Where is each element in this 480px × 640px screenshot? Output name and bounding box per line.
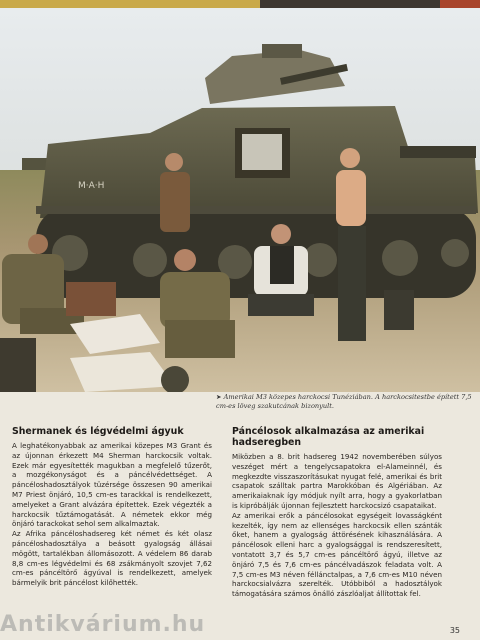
photo-caption	[216, 393, 474, 411]
top-strip-red	[440, 0, 480, 8]
left-paragraph-1: A leghatékonyabbak az amerikai közepes M3 Grant és az újonnan érkezett M4 Sherman harckocsik voltak. Ezek már egyesítették magukban a megfelelő tűzerőt, a mozgékonyságot és a páncélvédettséget. A páncéloshadosztályok tüzérsége összesen 90 amerikai M7 Priest önjáró, 10,5 cm-es tarackkal is rendelkezett, amelyeket a Grant alvázára építettek. Ezek végezték a harckocsik tűztámogatását. A németek ekkor még önjáró tarackokat sehol sem alkalmaztak.	[12, 441, 212, 529]
crate	[66, 282, 116, 316]
tank-crew-photo	[0, 8, 480, 392]
left-column	[12, 426, 212, 588]
watermark-text: Antikvárium.hu	[0, 612, 206, 637]
distant-vehicle	[22, 158, 48, 170]
caption-text: Amerikai M3 közepes harckocsi Tunéziában. A harckocsitestbe épített 7,5 cm-es löveg szakutcának bizonyult.	[216, 393, 472, 410]
right-section-title: Páncélosok alkalmazása az amerikai hadseregben	[232, 426, 425, 448]
right-paragraph-2: Az amerikai erők a páncélosokat egységeit lovasságként kezelték, így nem az ellenséges harckocsik ellen szánták őket, hanem a gyalogság áttörésének kihasználására. A páncélosok elleni harc a gyalogsággal is rendszeresített, vontatott 3,7 és 5,7 cm-es páncéltörő ágyú, illetve az önjáró 7,5 és 7,6 cm-es páncélvadászok feladata volt. A 7,5 cm-es M3 néven féllánctalpas, a 7,6 cm-es M10 néven harckocsialvázra szerelték. Utóbbiból a hadosztályok támogatására számos önálló zászlóaljat állítottak fel.	[232, 510, 442, 599]
right-paragraph-1: Miközben a 8. brit hadsereg 1942 novemberében súlyos veszéget mért a tengelycsapatokra el-Alameinnél, és megkezdte visszaszorításukat nyugat felé, amerikai és brit csapatok szálltak partra Marokkóban és Algériában. Az amerikaiaknak így módjuk nyílt arra, hogy a gyakorlatban is kipróbálják újonnan fejlesztett harckocsizó csapataikat.	[232, 452, 442, 510]
top-color-strip	[0, 0, 480, 8]
left-paragraph-2: Az Afrika páncéloshadsereg két német és két olasz páncéloshadosztálya a beásott gyalogság állásai mögött, tartalékban állomásozott. A védelem 86 darab 8,8 cm-es légvédelmi és 68 zsákmányolt szovjet 7,62 cm-es páncéltörő ágyúval is rendelkezett, amelyek bármelyik brit páncélost kilőhették.	[12, 529, 212, 588]
jerrycan	[384, 290, 414, 330]
page-number: 35	[449, 626, 460, 635]
svg-text:M·A·H: M·A·H	[78, 181, 105, 191]
barrel	[0, 338, 36, 392]
right-column	[232, 426, 442, 599]
top-strip-yellow	[0, 0, 260, 8]
left-section-title: Shermanek és légvédelmi ágyuk	[12, 426, 184, 437]
caption-arrow-icon: ➤	[216, 393, 222, 401]
